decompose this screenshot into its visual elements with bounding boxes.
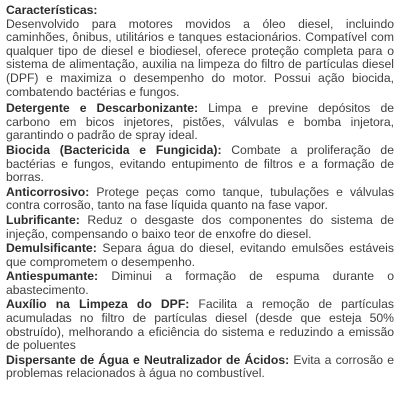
feature-text: Limpa e previne depósitos de carbono em bicos injetores, pistões, válvulas e bomba injetora, garantindo o padrão de spray ideal. <box>6 101 394 143</box>
feature-anticorrosivo <box>6 186 394 213</box>
feature-biocida <box>6 144 394 185</box>
feature-heading: Anticorrosivo: <box>6 184 90 199</box>
feature-heading: Demulsificante: <box>6 241 97 256</box>
feature-heading: Antiespumante: <box>6 269 99 284</box>
feature-heading: Biocida (Bactericida e Fungicida): <box>6 142 222 157</box>
feature-text: Evita a corrosão e problemas relacionados à água no combustível. <box>6 352 394 381</box>
feature-detergente <box>6 102 394 143</box>
section-text: Desenvolvido para motores movidos a óleo diesel, incluindo caminhões, ônibus, utilitários e tanques estacionários. Compatível com qualquer tipo de diesel e biodiesel, oferece proteção completa para o sistema de alimentação, auxilia na limpeza do filtro de partículas diesel (DPF) e maximiza o desempenho do motor. Possui ação biocida, combatendo bactérias e fungos. <box>6 16 394 99</box>
feature-text: Facilita a remoção de partículas acumuladas no filtro de partículas diesel (desde que esteja 50% obstruído), melhorando a eficiência do sistema e reduzindo a emissão de poluentes <box>6 297 395 353</box>
section-heading: Características: <box>6 3 98 17</box>
feature-text: Protege peças como tanque, tubulações e válvulas contra corrosão, tanto na fase líquida quanto na fase vapor. <box>6 184 394 213</box>
feature-heading: Dispersante de Água e Neutralizador de Ácidos: <box>6 352 290 367</box>
feature-lubrificante <box>6 214 394 241</box>
intro-section <box>6 4 394 99</box>
feature-demulsificante <box>6 242 394 269</box>
feature-heading: Auxílio na Limpeza do DPF: <box>6 297 190 312</box>
feature-dpf <box>6 298 394 352</box>
feature-text: Diminui a formação de espuma durante o abastecimento. <box>6 269 394 297</box>
feature-heading: Lubrificante: <box>6 212 80 227</box>
feature-antiespumante <box>6 270 394 297</box>
feature-text: Reduz o desgaste dos componentes do sistema de injeção, compensando o baixo teor de enxofre do diesel. <box>6 212 394 241</box>
feature-text: Combate a proliferação de bactérias e fungos, evitando entupimento de filtros e a formação de borras. <box>6 142 394 185</box>
feature-dispersante <box>6 354 394 381</box>
feature-text: Separa água do diesel, evitando emulsões estáveis que comprometem o desempenho. <box>6 241 394 269</box>
feature-heading: Detergente e Descarbonizante: <box>6 101 199 116</box>
product-characteristics <box>6 4 394 382</box>
